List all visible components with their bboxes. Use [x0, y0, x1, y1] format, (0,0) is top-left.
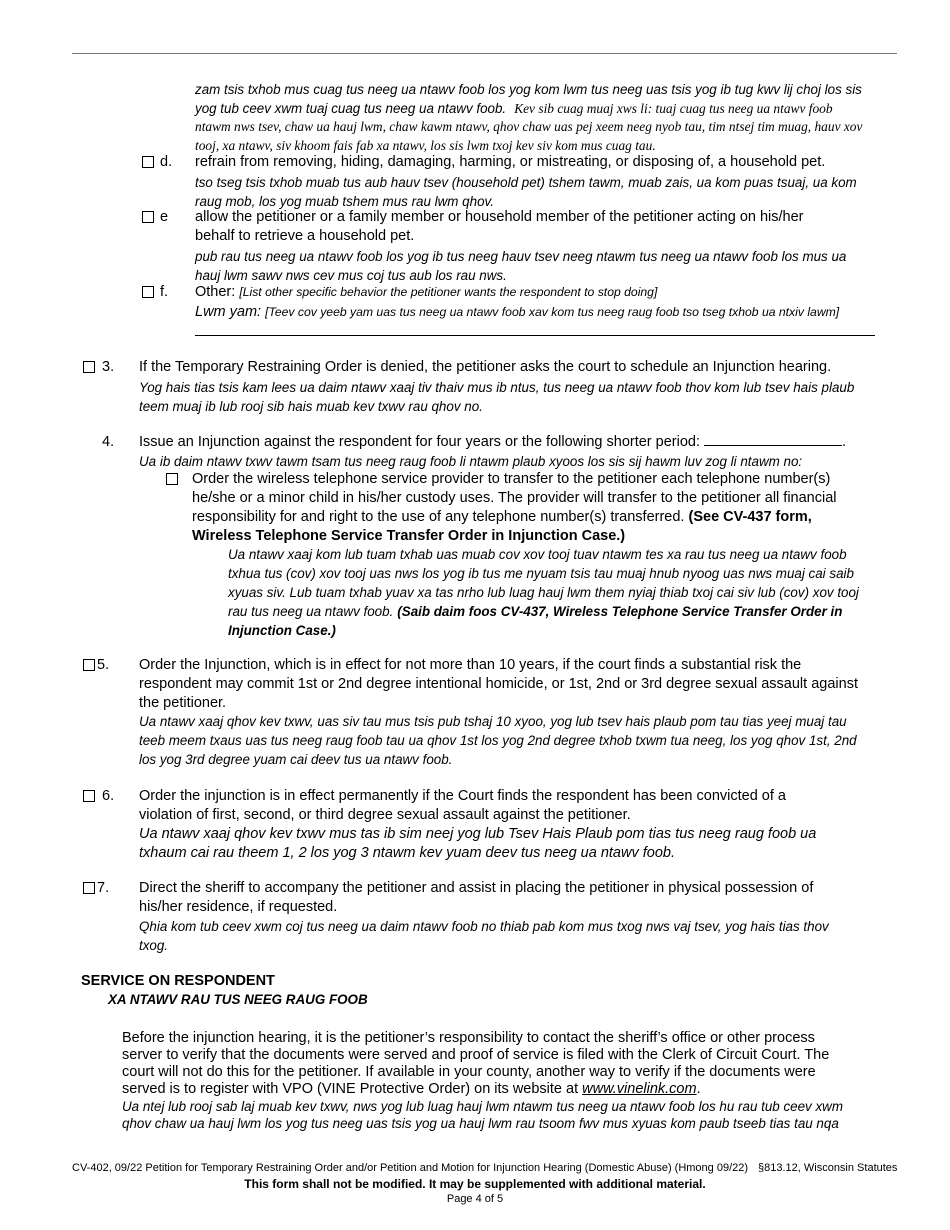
item-f-checkbox[interactable]: [142, 286, 154, 298]
item-4-sub-text-1: Order the wireless telephone service provider to transfer to the petitioner each telephone number(s): [192, 471, 831, 487]
footer-notice: This form shall not be modified. It may be supplemented with additional material.: [244, 1177, 706, 1191]
item-7-text-1: Direct the sheriff to accompany the petitioner and assist in placing the petitioner in physical possession of: [139, 880, 814, 896]
item-4-sub-text-2: he/she or a minor child in his/her custody uses. The provider will transfer to the petitioner all financial: [192, 490, 837, 506]
service-text-2: server to verify that the documents were served and proof of service is filed with the Clerk of Circuit Court. The: [122, 1047, 830, 1063]
item-6-hmong-2: txhaum cai rau theem 1, 2 los yog 3 ntawm kev yuam deev tus neeg ua ntawv foob.: [139, 845, 675, 861]
item-c-hmong-line-2: yog tub ceev xwm tuaj cuag tus neeg ua ntawv foob. Kev sib cuag muaj xws li: tuaj cuag tus neeg ua ntawv foob: [195, 101, 833, 116]
item-f-other-line[interactable]: [195, 335, 875, 336]
item-6-checkbox[interactable]: [83, 790, 95, 802]
item-6-text-1: Order the injunction is in effect permanently if the Court finds the respondent has been convicted of a: [139, 788, 786, 804]
item-3-text: If the Temporary Restraining Order is denied, the petitioner asks the court to schedule an Injunction hearing.: [139, 359, 832, 375]
item-e-checkbox[interactable]: [142, 211, 154, 223]
item-d-hmong-1: tso tseg tsis txhob muab tus aub hauv tsev (household pet) tshem tawm, muab zais, ua kom puas tsuaj, ua kom: [195, 175, 857, 190]
service-text-4: served is to register with VPO (VINE Protective Order) on its website at www.vinelink.com.: [122, 1081, 701, 1097]
item-4-sub-hmong-5: Injunction Case.): [228, 623, 336, 638]
item-5-text-2: respondent may commit 1st or 2nd degree intentional homicide, or 1st, 2nd or 3rd degree sexual assault against: [139, 676, 858, 692]
item-f-other: Other: [List other specific behavior the petitioner wants the respondent to stop doing]: [195, 284, 658, 300]
item-7-hmong-2: txog.: [139, 938, 169, 953]
item-5-text-1: Order the Injunction, which is in effect for not more than 10 years, if the court finds a substantial risk the: [139, 657, 802, 673]
item-4-sub-text-3: responsibility for and right to the use of any telephone number(s) transferred. (See CV-437 form,: [192, 509, 812, 525]
item-c-hmong-line-1: zam tsis txhob mus cuag tus neeg ua ntawv foob los yog kom lwm tus neeg uas tsis yog ib tug kwv lij choj los sis: [195, 82, 862, 97]
item-7-checkbox[interactable]: [83, 882, 95, 894]
item-3-number: 3.: [102, 359, 115, 375]
item-5-hmong-1: Ua ntawv xaaj qhov kev txwv, uas siv tau mus tsis pub tshaj 10 xyoo, yog lub tsev hais plaub pom tau tias yeej muaj tau: [139, 714, 847, 729]
item-e-letter: e: [160, 209, 169, 225]
item-f-hmong: Lwm yam: [Teev cov yeeb yam uas tus neeg ua ntawv foob xav kom tus neeg raug foob tso tseg txhob ua ntxiv lawm]: [195, 304, 840, 320]
item-4-text: Issue an Injunction against the respondent for four years or the following shorter period: .: [139, 434, 847, 450]
item-e-text-2: behalf to retrieve a household pet.: [195, 228, 415, 244]
service-text-3: court will not do this for the petitioner. If available in your county, another way to verify if the documents were: [122, 1064, 816, 1080]
item-5-checkbox[interactable]: [83, 659, 95, 671]
item-4-sub-hmong-2: txhua tus (cov) xov tooj uas nws los yog ib tus me nyuam tsis tau muaj hnub nyoog uas nws muaj cai saib: [228, 566, 854, 581]
item-4-sub-text-4: Wireless Telephone Service Transfer Order in Injunction Case.): [192, 528, 626, 544]
service-heading: SERVICE ON RESPONDENT: [81, 973, 275, 989]
item-6-text-2: violation of first, second, or third degree sexual assault against the petitioner.: [139, 807, 631, 823]
footer-form-id: CV-402, 09/22 Petition for Temporary Restraining Order and/or Petition and Motion for Injunction Hearing (Domestic Abuse) (Hmong 09/22): [72, 1162, 749, 1174]
item-7-number: 7.: [97, 880, 110, 896]
item-3-hmong-1: Yog hais tias tsis kam lees ua daim ntawv xaaj tiv thaiv mus ib ntus, tus neeg ua ntawv foob thov kom lub tsev hais plaub: [139, 380, 855, 395]
item-e-hmong-2: hauj lwm sawv nws cev mus coj tus aub los rau nws.: [195, 268, 507, 283]
item-4-sub-hmong-3: xyuas siv. Lub tuam txhab yuav xa tas nrho lub luag hauj lwm them nyiaj thiab txoj cai siv lub (cov) xov tooj: [228, 585, 859, 600]
item-4-sub-hmong-1: Ua ntawv xaaj kom lub tuam txhab uas muab cov xov tooj tuav ntawm tes xa rau tus neeg ua ntawv foob: [228, 547, 847, 562]
item-7-text-2: his/her residence, if requested.: [139, 899, 338, 915]
item-d-text: refrain from removing, hiding, damaging, harming, or mistreating, or disposing of, a household pet.: [195, 154, 826, 170]
item-d-hmong-2: raug mob, los yog muab tshem mus rau lwm qhov.: [195, 194, 494, 209]
top-rule: [72, 53, 897, 54]
item-6-number: 6.: [102, 788, 115, 804]
item-c-hmong-line-3: ntawm nws tsev, chaw ua hauj lwm, chaw kawm ntawv, qhov chaw uas pej xeem neeg nyob tau, tim ntsej tim muag, hauv xov: [195, 119, 863, 134]
item-4-hmong: Ua ib daim ntawv txwv tawm tsam tus neeg raug foob li ntawm plaub xyoos los sis sij hawm luv zog li ntawm no:: [139, 454, 803, 469]
item-4-number: 4.: [102, 434, 115, 450]
item-e-hmong-1: pub rau tus neeg ua ntawv foob los yog ib tus neeg hauv tsev neeg ntawm tus neeg ua ntawv foob los mus ua: [195, 249, 847, 264]
item-d-checkbox[interactable]: [142, 156, 154, 168]
item-4-sub-hmong-4: rau tus neeg ua ntawv foob. (Saib daim foos CV-437, Wireless Telephone Service Transfer Order in: [228, 604, 843, 619]
item-e-text-1: allow the petitioner or a family member or household member of the petitioner acting on his/her: [195, 209, 804, 225]
item-5-text-3: the petitioner.: [139, 695, 227, 711]
vinelink-link[interactable]: www.vinelink.com: [582, 1081, 697, 1097]
item-6-hmong-1: Ua ntawv xaaj qhov kev txwv mus tas ib sim neej yog lub Tsev Hais Plaub pom tias tus neeg raug foob ua: [139, 826, 817, 842]
item-4-period-field[interactable]: [704, 433, 842, 446]
item-3-checkbox[interactable]: [83, 361, 95, 373]
item-5-hmong-3: los yog 3rd degree yuam cai deev tus ua ntawv foob.: [139, 752, 453, 767]
item-5-hmong-2: teeb meem txaus uas tus neeg raug foob tau ua qhov 1st los yog 2nd degree txhob txwm tua neeg, los yog qhov 1st, 2nd: [139, 733, 857, 748]
item-3-hmong-2: teem muaj ib lub rooj sib hais muab kev txwv rau qhov no.: [139, 399, 483, 414]
item-f-letter: f.: [160, 284, 169, 300]
item-7-hmong-1: Qhia kom tub ceev xwm coj tus neeg ua daim ntawv foob no thiab pab kom mus txog nws vaj tsev, yog hais tias thov: [139, 919, 829, 934]
item-5-number: 5.: [97, 657, 110, 673]
item-d-letter: d.: [160, 154, 173, 170]
footer-statute: §813.12, Wisconsin Statutes: [758, 1162, 898, 1174]
service-heading-hmong: XA NTAWV RAU TUS NEEG RAUG FOOB: [108, 992, 368, 1007]
item-4-phone-checkbox[interactable]: [166, 473, 178, 485]
service-text-1: Before the injunction hearing, it is the petitioner’s responsibility to contact the sheriff’s office or other process: [122, 1030, 815, 1046]
item-c-hmong-line-4: tooj, xa ntawv, siv khoom fais fab xa ntawv, los sis lwm txoj kev siv kom mus cuag tau.: [195, 138, 656, 153]
service-hmong-1: Ua ntej lub rooj sab laj muab kev txwv, nws yog lub luag hauj lwm ntawm tus neeg ua ntawv foob los hu rau tub ceev xwm: [122, 1099, 843, 1114]
service-hmong-2: qhov chaw ua hauj lwm los yog tus neeg uas tsis yog ua hauj lwm rau tsoom fwv mus xyuas kom paub tseeb tias tau nqa: [122, 1116, 839, 1131]
footer-page-number: Page 4 of 5: [446, 1193, 504, 1205]
